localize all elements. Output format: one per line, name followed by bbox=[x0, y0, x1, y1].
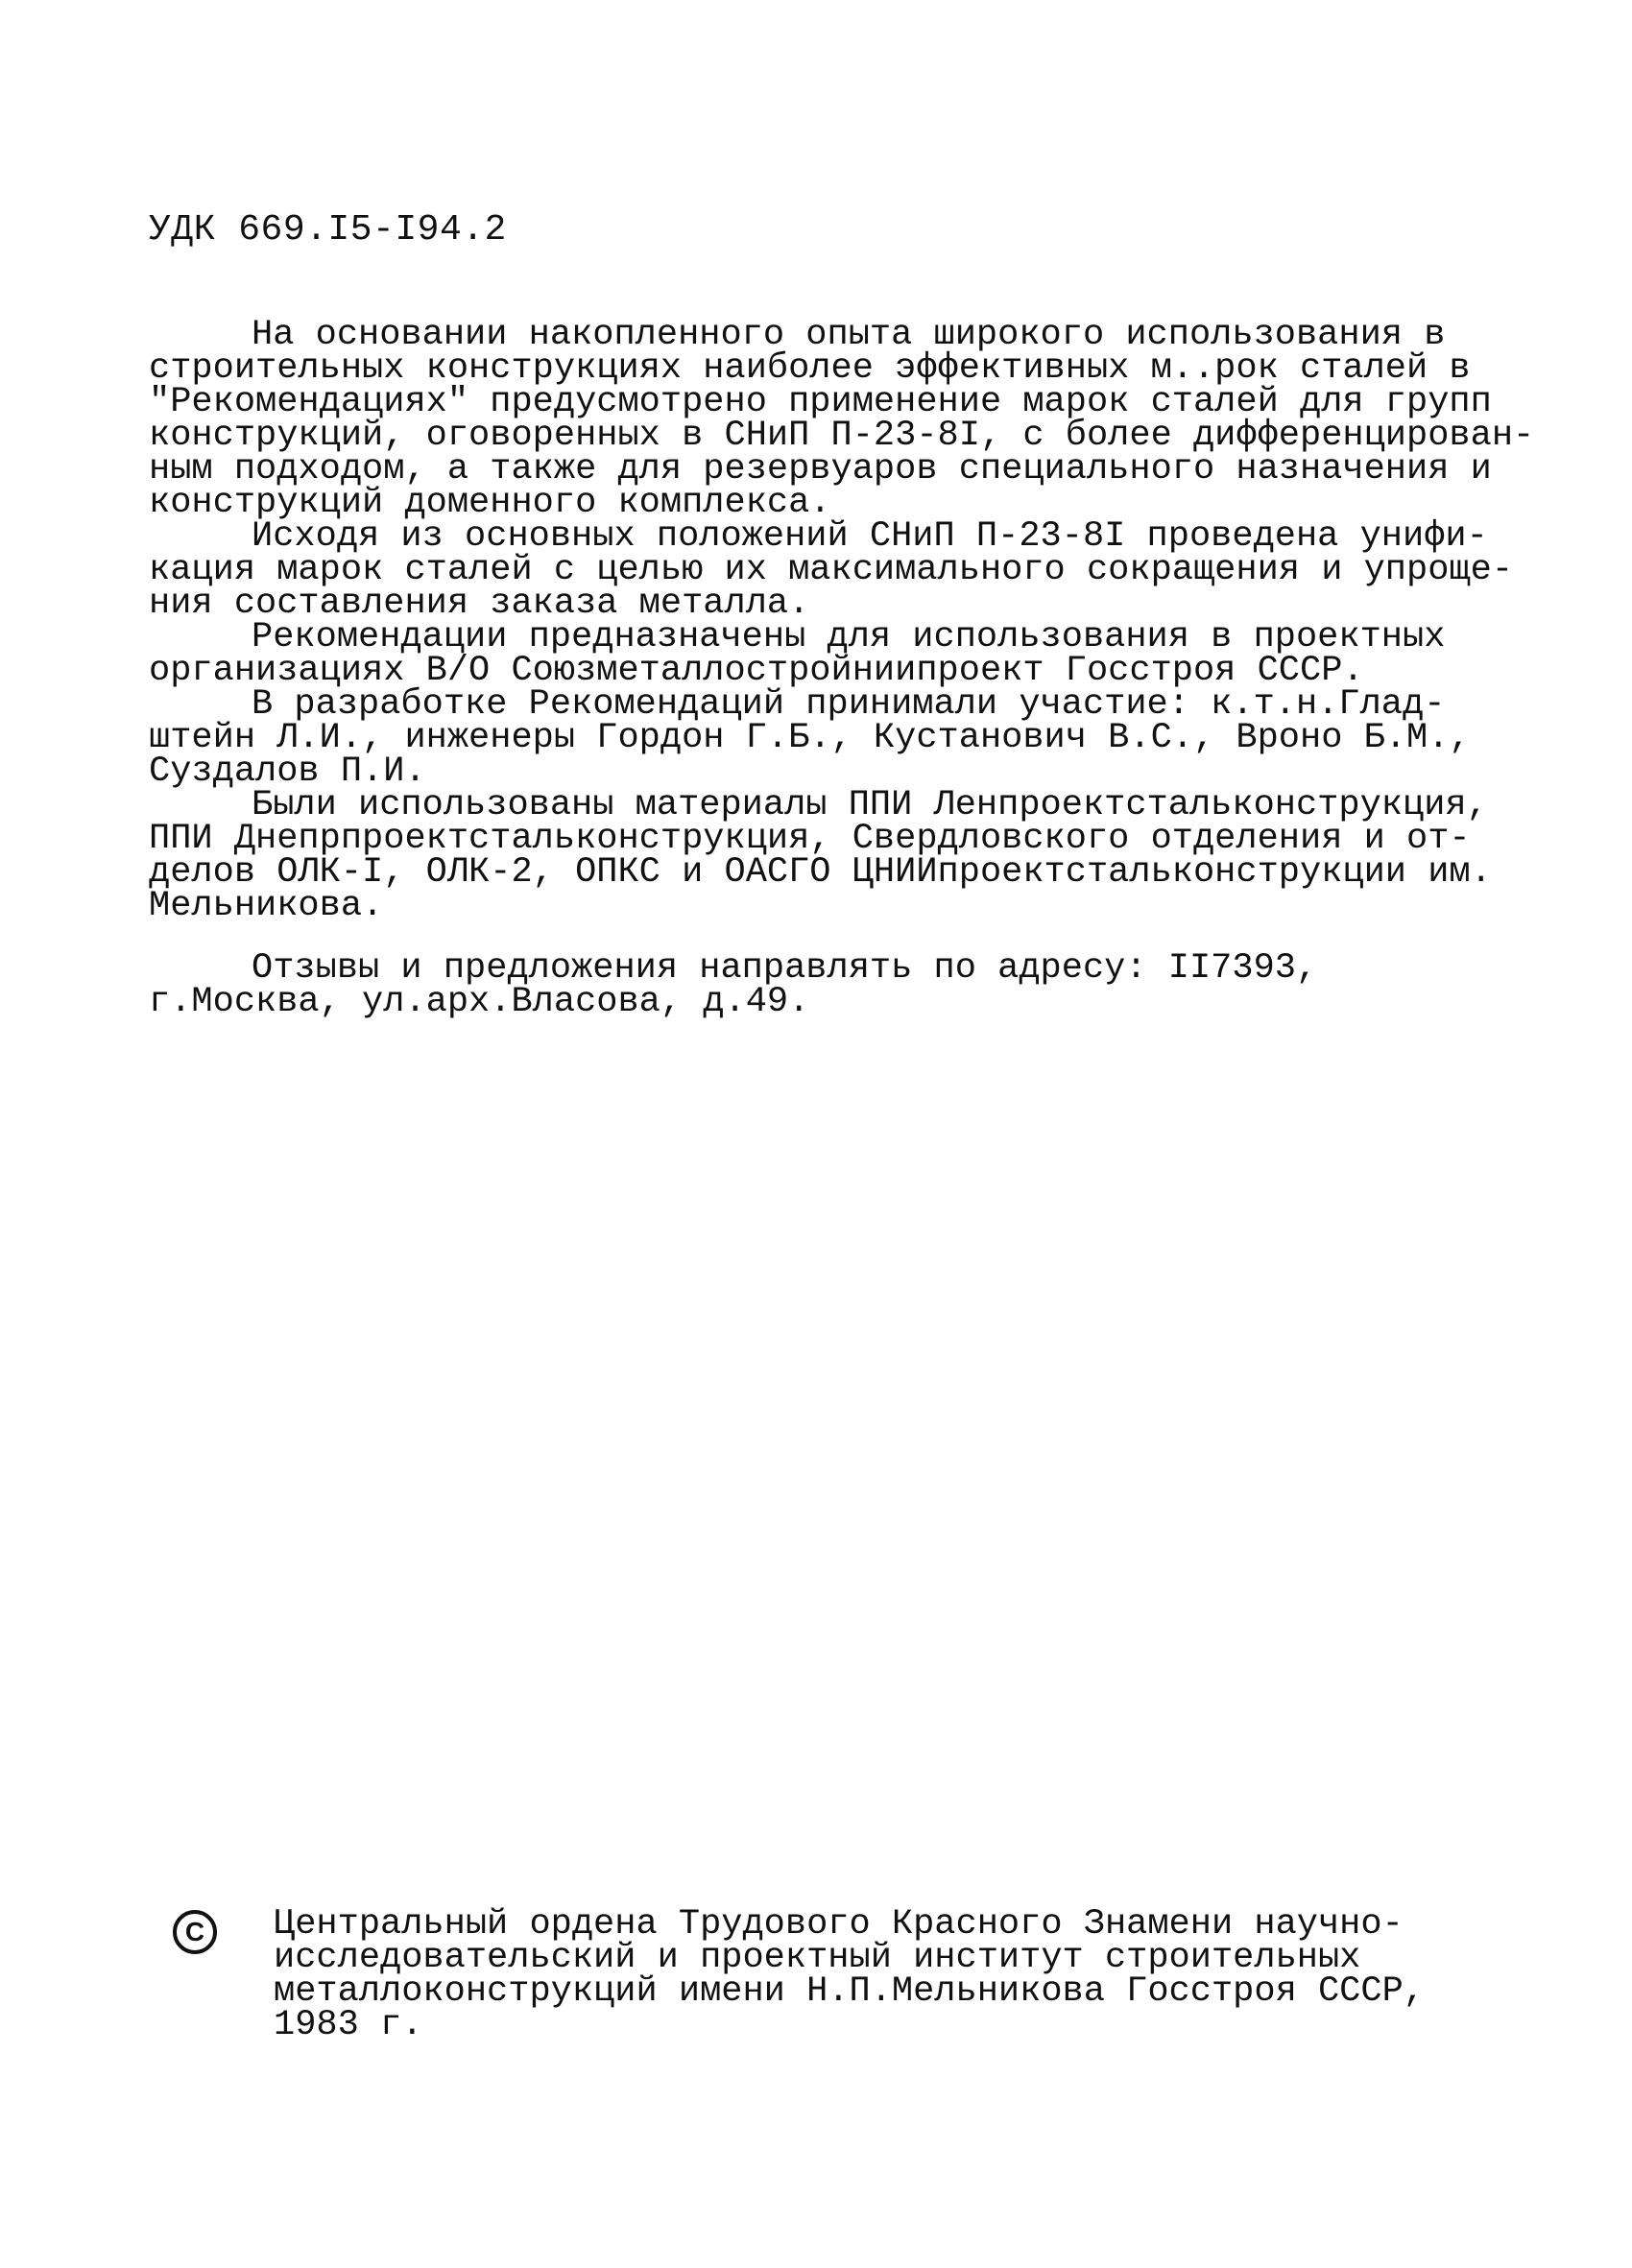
text-line: ППИ Днепрпроектстальконструкция, Свердловского отделения и от- bbox=[149, 819, 1471, 859]
text-line: Центральный ордена Трудового Красного Знамени научно- bbox=[274, 1904, 1404, 1945]
udk-code: УДК 669.I5-I94.2 bbox=[149, 209, 507, 251]
paragraph-feedback bbox=[149, 948, 1512, 1022]
copyright-text bbox=[274, 1904, 1474, 2045]
text-line: ным подходом, а также для резервуаров специального назначения и bbox=[149, 449, 1492, 489]
text-line: "Рекомендациях" предусмотрено применение марок сталей для групп bbox=[149, 382, 1492, 422]
text-line: кация марок сталей с целью их максимального сокращения и упроще- bbox=[149, 550, 1514, 590]
text-line: конструкций доменного комплекса. bbox=[149, 483, 831, 523]
paragraph-materials bbox=[149, 785, 1512, 926]
paragraph-purpose bbox=[149, 617, 1512, 691]
text-line: г.Москва, ул.арх.Власова, д.49. bbox=[149, 982, 810, 1022]
text-line: На основании накопленного опыта широкого использования в bbox=[252, 315, 1446, 355]
text-line: конструкций, оговоренных в СНиП П-23-8I, с более дифференцирован- bbox=[149, 416, 1535, 456]
paragraph-intro bbox=[149, 315, 1535, 523]
annotation-text bbox=[149, 315, 1535, 1022]
text-line: строительных конструкциях наиболее эффективных м..рок сталей в bbox=[149, 348, 1471, 389]
text-line: штейн Л.И., инженеры Гордон Г.Б., Кустанович В.С., Вроно Б.М., bbox=[149, 718, 1471, 758]
text-line: 1983 г. bbox=[274, 2005, 423, 2045]
text-line: Были использованы материалы ППИ Ленпроектстальконструкция, bbox=[252, 785, 1488, 825]
text-line: металлоконструкций имени Н.П.Мельникова Госстроя СССР, bbox=[274, 1971, 1425, 2012]
text-line: Рекомендации предназначены для использования в проектных bbox=[252, 617, 1446, 657]
paragraph-unification bbox=[149, 516, 1514, 624]
text-line: Отзывы и предложения направлять по адресу: II7393, bbox=[252, 948, 1318, 989]
copyright-icon: C bbox=[173, 1910, 217, 1954]
text-line: ния составления заказа металла. bbox=[149, 584, 810, 624]
paragraph-authors bbox=[149, 684, 1512, 792]
text-line: Исходя из основных положений СНиП П-23-8I проведена унифи- bbox=[252, 516, 1488, 557]
text-line: организациях В/О Союзметаллостройниипроект Госстроя СССР. bbox=[149, 651, 1364, 691]
text-line: делов ОЛК-I, ОЛК-2, ОПКС и ОАСГО ЦНИИпроектстальконструкции им. bbox=[149, 852, 1492, 893]
text-line: исследовательский и проектный институт строительных bbox=[274, 1938, 1361, 1978]
text-line: Суздалов П.И. bbox=[149, 752, 426, 792]
text-line: В разработке Рекомендаций принимали участие: к.т.н.Глад- bbox=[252, 684, 1446, 725]
text-line: Мельникова. bbox=[149, 886, 384, 926]
